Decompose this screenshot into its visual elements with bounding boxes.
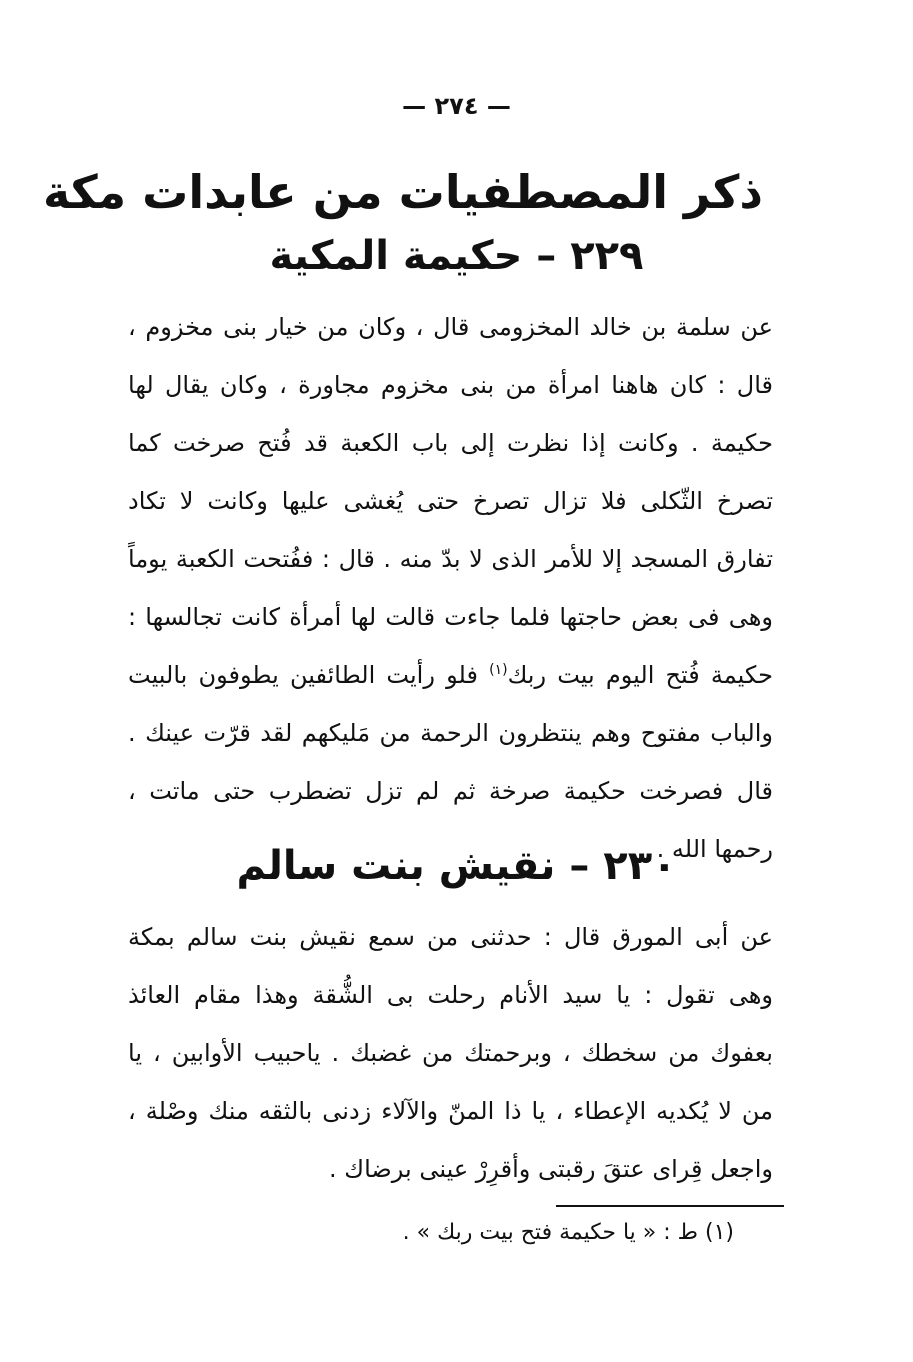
footnote: (١) ط : « يا حكيمة فتح بيت ربك » . [402, 1220, 734, 1245]
biography-title-hakima: ٢٢٩ – حكيمة المكية [269, 233, 644, 279]
biography-text-hakima-part1: عن سلمة بن خالد المخزومى قال ، وكان من خيار بنى مخزوم ، قال : كان هاهنا امرأة من بنى مخزوم مجاورة ، وكان يقال لها حكيمة . وكانت إذا نظرت إلى باب الكعبة قد فُتح صرخت كما تصرخ الثّكلى فلا تزال تصرخ حتى يُغشى عليها وكانت لا تكاد تفارق المسجد إلا للأمر الذى لا بدّ منه . قال : ففُتحت الكعبة يوماً وهى فى بعض حاجتها فلما جاءت قالت لها أمرأة كانت تجالسها : حكيمة فُتح اليوم بيت ربك [128, 313, 773, 689]
footnote-reference: (١) [489, 662, 508, 678]
footnote-divider [556, 1205, 784, 1207]
biography-text-hakima-part2: فلو رأيت الطائفين يطوفون بالبيت والباب مفتوح وهم ينتظرون الرحمة من مَليكهم لقد قرّت عينك . قال فصرخت حكيمة صرخة ثم لم تزل تضطرب حتى ماتت ، رحمها الله . [128, 661, 773, 863]
biography-text-hakima [128, 298, 773, 878]
section-title: ذكر المصطفيات من عابدات مكة [43, 165, 763, 219]
page-number: — ٢٧٤ — [402, 92, 511, 120]
biography-title-naqish: ٢٣٠ – نقيش بنت سالم [236, 843, 677, 889]
biography-text-naqish: عن أبى المورق قال : حدثنى من سمع نقيش بنت سالم بمكة وهى تقول : يا سيد الأنام رحلت بى الشُّقة وهذا مقام العائذ بعفوك من سخطك ، وبرحمتك من غضبك . ياحبيب الأوابين ، يا من لا يُكديه الإعطاء ، يا ذا المنّ والآلاء زدنى بالثقه منك وصْلة ، واجعل قِراى عتقَ رقبتى وأقرِرْ عينى برضاك . [128, 923, 773, 1183]
